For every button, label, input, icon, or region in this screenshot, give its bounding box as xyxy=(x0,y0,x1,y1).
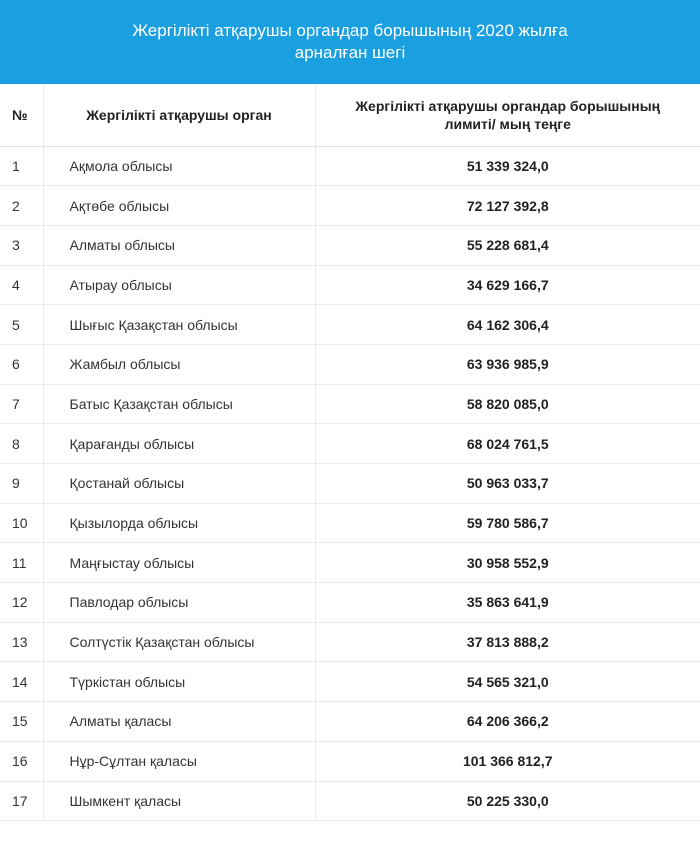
title-line-2: арналған шегі xyxy=(294,43,406,62)
row-organ: Нұр-Сұлтан қаласы xyxy=(43,741,315,781)
row-organ: Түркістан облысы xyxy=(43,662,315,702)
title-banner xyxy=(0,0,700,84)
table-body xyxy=(0,146,700,821)
table-row xyxy=(0,146,700,186)
table-row xyxy=(0,503,700,543)
header-row xyxy=(0,84,700,146)
row-organ: Алматы облысы xyxy=(43,225,315,265)
row-organ: Қарағанды облысы xyxy=(43,424,315,464)
header-organ: Жергілікті атқарушы орган xyxy=(43,84,315,146)
row-number: 12 xyxy=(0,583,43,623)
row-limit: 58 820 085,0 xyxy=(315,384,700,424)
row-number: 8 xyxy=(0,424,43,464)
table-row xyxy=(0,464,700,504)
table-row xyxy=(0,702,700,742)
row-organ: Ақтөбе облысы xyxy=(43,186,315,226)
debt-limits-table xyxy=(0,84,700,821)
row-limit: 51 339 324,0 xyxy=(315,146,700,186)
table-row xyxy=(0,662,700,702)
row-limit: 64 162 306,4 xyxy=(315,305,700,345)
table-row xyxy=(0,622,700,662)
row-organ: Қостанай облысы xyxy=(43,464,315,504)
row-number: 5 xyxy=(0,305,43,345)
row-organ: Шығыс Қазақстан облысы xyxy=(43,305,315,345)
page-title xyxy=(132,20,567,64)
row-limit: 50 963 033,7 xyxy=(315,464,700,504)
row-organ: Батыс Қазақстан облысы xyxy=(43,384,315,424)
header-limit-line-1: Жергілікті атқарушы органдар борышының xyxy=(355,97,661,114)
table-row xyxy=(0,305,700,345)
row-number: 14 xyxy=(0,662,43,702)
row-organ: Шымкент қаласы xyxy=(43,781,315,821)
row-organ: Ақмола облысы xyxy=(43,146,315,186)
row-organ: Алматы қаласы xyxy=(43,702,315,742)
row-limit: 50 225 330,0 xyxy=(315,781,700,821)
row-organ: Жамбыл облысы xyxy=(43,344,315,384)
row-number: 7 xyxy=(0,384,43,424)
row-number: 2 xyxy=(0,186,43,226)
row-number: 3 xyxy=(0,225,43,265)
row-organ: Атырау облысы xyxy=(43,265,315,305)
table-row xyxy=(0,583,700,623)
row-number: 10 xyxy=(0,503,43,543)
table-row xyxy=(0,344,700,384)
table-row xyxy=(0,384,700,424)
row-number: 4 xyxy=(0,265,43,305)
title-line-1: Жергілікті атқарушы органдар борышының 2020 жылға xyxy=(132,21,568,40)
row-number: 1 xyxy=(0,146,43,186)
table-row xyxy=(0,424,700,464)
row-limit: 55 228 681,4 xyxy=(315,225,700,265)
row-limit: 35 863 641,9 xyxy=(315,583,700,623)
row-organ: Солтүстік Қазақстан облысы xyxy=(43,622,315,662)
row-limit: 63 936 985,9 xyxy=(315,344,700,384)
header-number: № xyxy=(0,84,43,146)
row-number: 13 xyxy=(0,622,43,662)
header-limit xyxy=(315,84,700,146)
row-limit: 64 206 366,2 xyxy=(315,702,700,742)
row-number: 6 xyxy=(0,344,43,384)
row-limit: 37 813 888,2 xyxy=(315,622,700,662)
row-limit: 101 366 812,7 xyxy=(315,741,700,781)
header-limit-line-2: лимиті/ мың теңге xyxy=(444,115,571,132)
row-limit: 34 629 166,7 xyxy=(315,265,700,305)
row-limit: 68 024 761,5 xyxy=(315,424,700,464)
row-number: 11 xyxy=(0,543,43,583)
table-header xyxy=(0,84,700,146)
table-row xyxy=(0,741,700,781)
row-number: 9 xyxy=(0,464,43,504)
row-organ: Маңғыстау облысы xyxy=(43,543,315,583)
row-number: 16 xyxy=(0,741,43,781)
row-limit: 54 565 321,0 xyxy=(315,662,700,702)
table-row xyxy=(0,265,700,305)
table-row xyxy=(0,225,700,265)
table-row xyxy=(0,781,700,821)
row-limit: 72 127 392,8 xyxy=(315,186,700,226)
row-organ: Қызылорда облысы xyxy=(43,503,315,543)
row-limit: 59 780 586,7 xyxy=(315,503,700,543)
row-limit: 30 958 552,9 xyxy=(315,543,700,583)
row-organ: Павлодар облысы xyxy=(43,583,315,623)
table-row xyxy=(0,543,700,583)
row-number: 15 xyxy=(0,702,43,742)
table-row xyxy=(0,186,700,226)
row-number: 17 xyxy=(0,781,43,821)
